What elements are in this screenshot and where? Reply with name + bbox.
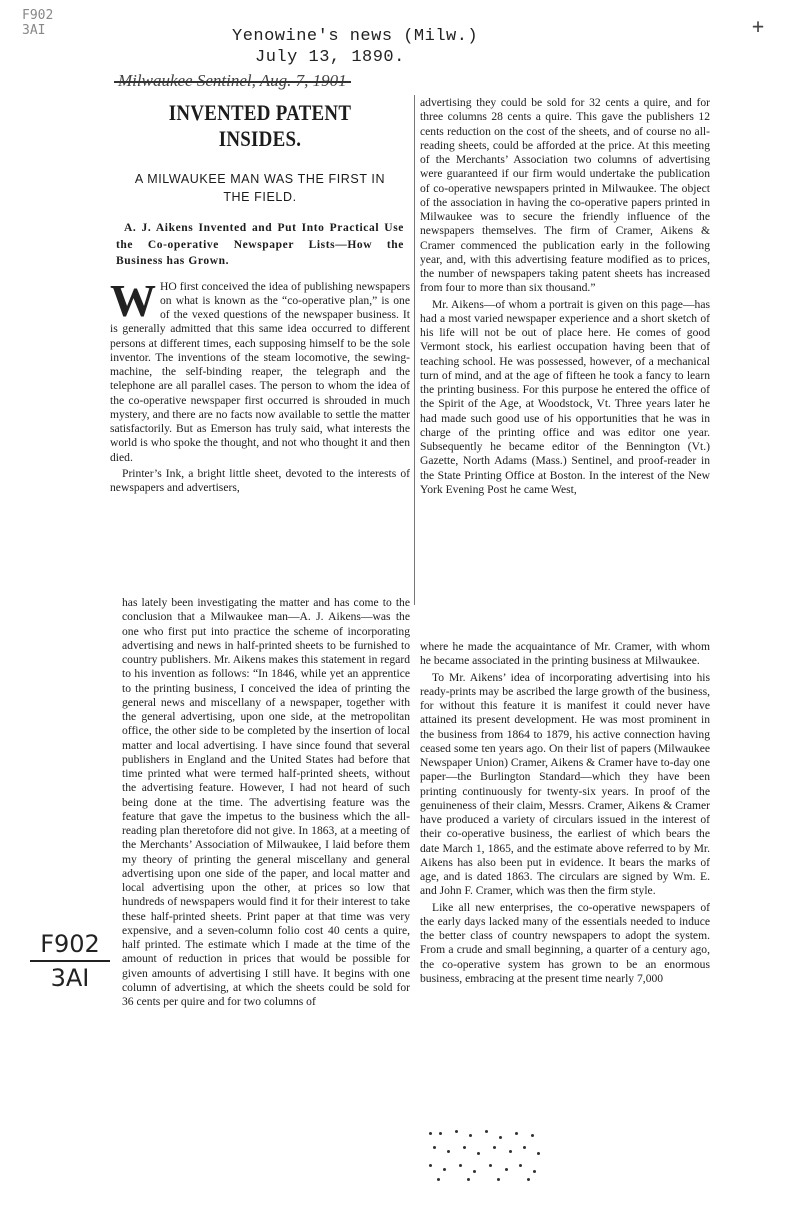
publication-date: July 13, 1890.: [255, 48, 405, 67]
subheadline: A MILWAUKEE MAN WAS THE FIRST IN THE FIELD.: [134, 172, 386, 204]
struck-citation: Milwaukee Sentinel, Aug. 7, 1901: [118, 71, 347, 90]
dropcap: W: [110, 274, 156, 326]
col1-body: [110, 274, 410, 496]
col2-body: [122, 596, 410, 1009]
article-column-3: [420, 96, 710, 499]
col4-para-1: where he made the acquaintance of Mr. Cramer, with whom he became associated in the printing business at Milwaukee.: [420, 640, 710, 668]
article-column-2: [122, 596, 410, 1011]
call-number-bottom: 3AI: [50, 964, 90, 992]
article-column-1: [110, 100, 410, 497]
col4-para-2: To Mr. Aikens’ idea of incorporating advertising into his ready-prints may be ascribed the large growth of the business, for without this feature it is manifest it could never have attained its present development. He was most prominent in the business from 1864 to 1879, his active connection having ceased some ten years ago. On their list of papers (Milwaukee Newspaper Union) Cramer, Aikens & Cramer have to-day one paper—the Burlington Standard—which they have been printing continuously for twenty-six years. In proof of the genuineness of their claim, Messrs. Cramer, Aikens & Cramer have produced a variety of circulars issued in the interest of their co-operative business, the earliest of which bears the date March 1, 1865, and the estimate above referred to by Mr. Aikens has also been put in evidence. It bears the marks of age, and is dated 1863. The circulars are signed by Wm. E. and John F. Cramer, which was then the firm style.: [420, 670, 710, 898]
top-left-annotation: F902 3AI: [22, 8, 54, 38]
col2-para-1: has lately been investigating the matter and has come to the conclusion that a Milwaukee man—A. J. Aikens—was the one who first put into practice the scheme of incorporating advertising and news in half-printed sheets to be furnished to country publishers. Mr. Aikens makes this statement in regard to his invention as follows: “In 1846, while yet an apprentice to the printing business, I conceived the idea of printing the general news and miscellany of a newspaper, together with the general advertising, upon one side, at the metropolitan office, the other side to be completed by the insertion of local matter and local advertising. I have since found that several publishers in England and the United States had before that time printed what were termed half-printed sheets, without the advertising feature. However, I had not heard of such being done at the time. The advertising feature was the feature that gave the impetus to the business which the all-reading plan theretofore did not give. In 1863, at a meeting of the Merchants’ Association of Milwaukee, I laid before them my theory of printing the general miscellany and general advertising upon one side of the paper, and local matter and local advertising upon the other, at prices so low that hundreds of newspapers would find it for their interest to take these half-printed sheets. Print paper at that time was very expensive, and a seven-column folio cost 40 cents a quire, half printed. The estimate which I made at the time of the amount of reduction in prices that would be possible for given amounts of advertising I still have. It begins with one column of advertising, at which the sheets could be sold for 36 cents per quire and for two columns of: [122, 596, 410, 1008]
article-column-4: [420, 640, 710, 988]
publication-title: Yenowine's news (Milw.): [232, 27, 479, 46]
perforation-marks: [425, 1128, 545, 1184]
col1-para-1: HO first conceived the idea of publishing newspapers on what is known as the “co-operative plan,” is one of the vexed questions of the newspaper business. It is generally admitted that this same idea occurred to different persons at different times, each supposing himself to be the sole inventor. The inventions of the steam locomotive, the sewing-machine, the self-binding reaper, the telegraph and the telephone are all parallel cases. The person to whom the idea of the co-operative newspaper first occurred is shrouded in much mystery, and there are no facts now available to settle the matter satisfactorily. But as Emerson has truly said, what interests the world is who spoke the thought, and not who thought it and then died.: [110, 279, 410, 464]
col3-para-1: advertising they could be sold for 32 cents a quire, and for three columns 28 cents a quire. This gave the publishers 12 cents reduction on the cost of the sheets, and of course no all-reading sheets, could be afforded at the price. At this meeting of the Merchants’ Association two columns of advertising were guaranteed if our firm would undertake the publication of co-operative newspapers printed in Milwaukee. The object of the association in having the co-operative papers printed in Milwaukee was to secure the friendly influence of the newspapers themselves. The firm of Cramer, Aikens & Cramer commenced the publication early in the following year, and, with this advertising feature modified as to prices, the number of newspapers taking patent sheets has increased from four to more than six thousand.”: [420, 96, 710, 295]
col4-para-3: Like all new enterprises, the co-operative newspapers of the early days lacked many of the essentials needed to induce the better class of country newspapers to adopt the system. From a crude and small beginning, a quarter of a century ago, the co-operative system has grown to be an enormous business, embracing at the present time nearly 7,000: [420, 900, 710, 985]
col1-para-2: Printer’s Ink, a bright little sheet, devoted to the interests of newspapers and advertisers,: [110, 466, 410, 494]
column-divider: [414, 95, 415, 605]
margin-call-number: [30, 930, 110, 992]
col4-body: [420, 640, 710, 986]
call-number-top: F902: [30, 930, 110, 962]
top-right-mark: +: [752, 14, 765, 38]
deck: A. J. Aikens Invented and Put Into Practical Use the Co-operative Newspaper Lists—How the Business has Grown.: [116, 222, 404, 267]
col3-para-2: Mr. Aikens—of whom a portrait is given on this page—has had a most varied newspaper experience and a short sketch of his life will not be out of place here. He comes of good Vermont stock, his earliest occupation having been that of teaching school. He was possessed, however, of a mechanical turn of mind, and at the age of fifteen he took a fancy to learn the printing business. For this purpose he entered the office of the Spirit of the Age, at Woodstock, Vt. Three years later he had made such good use of his opportunities that he was in charge of the printing office and was editor one year. Subsequently he became editor of the Bennington (Vt.) Gazette, North Adams (Mass.) Sentinel, and proof-reader in the State Printing Office at Boston. In the interest of the New York Evening Post he came West,: [420, 297, 710, 496]
headline: INVENTED PATENT INSIDES.: [168, 100, 352, 151]
col3-body: [420, 96, 710, 497]
